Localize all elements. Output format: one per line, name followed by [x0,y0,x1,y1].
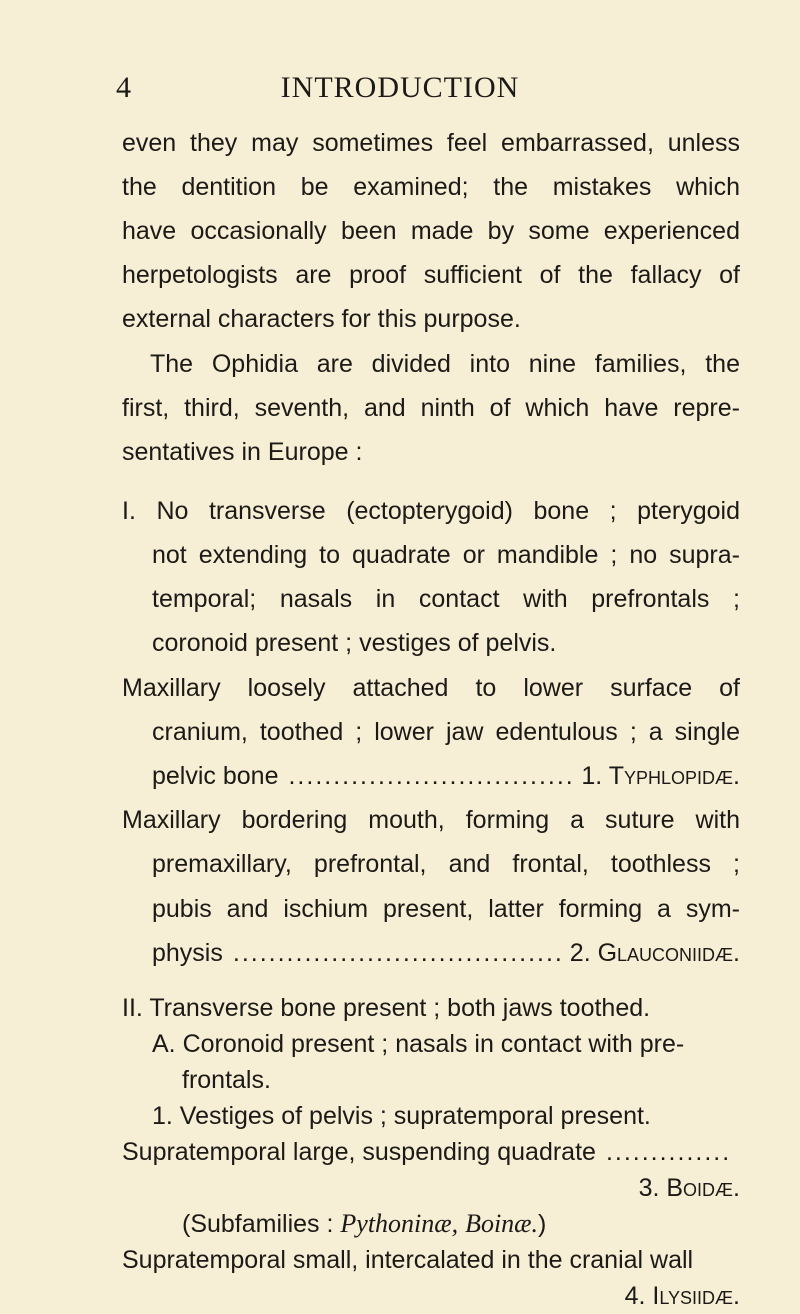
dot-leader [288,754,571,798]
text-line: A. Coronoid present ; nasals in contact with pre- [152,1030,685,1058]
text-line: frontals. [182,1066,271,1094]
text-line: Maxillary bordering mouth, forming a suture with [122,806,740,834]
subfamily-name: Boinæ. [465,1209,539,1238]
text-line: coronoid present ; vestiges of pelvis. [152,629,557,657]
text-fragment: physis [152,939,223,967]
text-line: first, third, seventh, and ninth of which have repre- [122,394,740,422]
text-line: sentatives in Europe : [122,438,363,466]
text-line: cranium, toothed ; lower jaw edentulous ; a single [152,718,740,746]
text-line: not extending to quadrate or mandible ; no supra- [152,541,740,569]
dot-leader [606,1134,730,1170]
text-fragment: Supratemporal large, suspending quadrate [122,1138,596,1166]
text-fragment: (Subfamilies : [182,1210,334,1238]
running-head: INTRODUCTION [280,71,520,104]
text-line: even they may sometimes feel embarrassed, unless [122,129,740,157]
text-line: Maxillary loosely attached to lower surface of [122,674,740,702]
text-line: the dentition be examined; the mistakes which [122,173,740,201]
text-line: have occasionally been made by some experienced [122,217,740,245]
text-line: pubis and ischium present, latter forming a sym- [152,895,740,923]
text-fragment: ) [538,1210,547,1238]
leader-line [122,1134,740,1170]
family-name: 4. Ilysiidæ. [624,1282,740,1310]
text-line: temporal; nasals in contact with prefrontals ; [152,585,740,613]
text-line: 1. Vestiges of pelvis ; supratemporal present. [152,1102,651,1130]
page-number: 4 [116,71,131,104]
leader-line [152,931,740,975]
subfamily-name: Pythoninæ, [340,1209,459,1238]
family-name: 1. Typhlopidæ. [581,762,740,790]
key-section-i: I. No transverse (ectopterygoid) bone ; pterygoid [122,497,740,525]
page-header [0,68,800,108]
key-section-ii: II. Transverse bone present ; both jaws toothed. [122,994,651,1022]
text-line: The Ophidia are divided into nine families, the [150,350,740,378]
family-name: 2. Glauconiidæ. [569,939,740,967]
family-name: 3. Boidæ. [638,1174,740,1202]
leader-line [152,754,740,798]
text-line: Supratemporal small, intercalated in the cranial wall [122,1246,694,1274]
text-line: premaxillary, prefrontal, and frontal, toothless ; [152,850,740,878]
subfamilies-line [182,1206,740,1242]
dot-leader [233,931,560,975]
text-fragment: pelvic bone [152,762,279,790]
text-line: external characters for this purpose. [122,305,521,333]
text-line: herpetologists are proof sufficient of the fallacy of [122,261,740,289]
